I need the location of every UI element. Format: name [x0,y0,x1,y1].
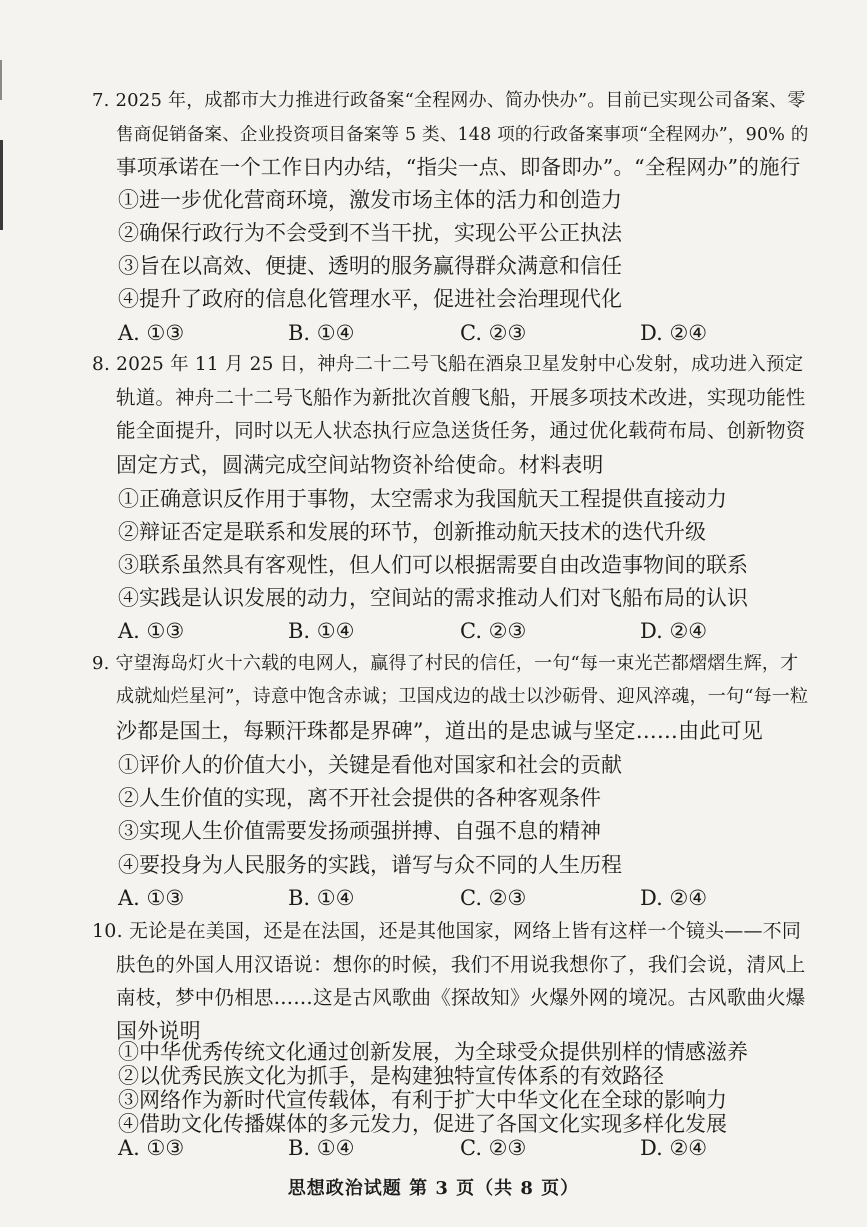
statement-option: ①进一步优化营商环境，激发市场主体的活力和创造力 [118,188,622,212]
question-stem-line: 10. 无论是在美国，还是在法国，还是其他国家，网络上皆有这样一个镜头——不同 [92,920,802,942]
question-stem-line: 沙都是国土，每颗汗珠都是界碑”，道出的是忠诚与坚定……由此可见 [116,719,763,743]
statement-option: ③旨在以高效、便捷、透明的服务赢得群众满意和信任 [118,254,622,278]
answer-choice-d: D. ②④ [640,886,708,910]
question-stem-line: 南枝，梦中仍相思……这是古风歌曲《探故知》火爆外网的境况。古风歌曲火爆 [116,986,806,1009]
answer-choice-b: B. ①④ [288,619,355,643]
page-footer: 思想政治试题 第 3 页（共 8 页） [287,1178,580,1199]
question-stem-line: 国外说明 [116,1019,201,1043]
question-stem-line: 固定方式，圆满完成空间站物资补给使命。材料表明 [116,453,604,477]
question-stem-line: 8. 2025 年 11 月 25 日，神舟二十二号飞船在酒泉卫星发射中心发射，成功进入预定 [92,354,804,375]
answer-choice-a: A. ①③ [118,886,185,910]
statement-option: ④实践是认识发展的动力，空间站的需求推动人们对飞船布局的认识 [118,586,748,610]
question-stem-line: 7. 2025 年，成都市大力推进行政备案“全程网办、简办快办”。目前已实现公司备案、零 [92,90,806,111]
answer-choice-a: A. ①③ [118,619,185,643]
statement-option: ④要投身为人民服务的实践，谱写与众不同的人生历程 [118,853,622,877]
question-stem-line: 9. 守望海岛灯火十六载的电网人，赢得了村民的信任，一句“每一束光芒都熠熠生辉，才 [92,653,799,674]
statement-option: ④借助文化传播媒体的多元发力，促进了各国文化实现多样化发展 [118,1112,727,1136]
question-stem-line: 能全面提升，同时以无人状态执行应急送货任务，通过优化载荷布局、创新物资 [116,419,806,442]
question-stem-line: 售商促销备案、企业投资项目备案等 5 类、148 项的行政备案事项“全程网办”，90% 的 [116,125,809,145]
scan-edge-mark [0,140,3,230]
answer-choice-d: D. ②④ [640,1136,708,1160]
answer-choice-c: C. ②③ [460,619,527,643]
answer-choice-d: D. ②④ [640,321,708,345]
statement-option: ③实现人生价值需要发扬顽强拼搏、自强不息的精神 [118,819,601,843]
statement-option: ②辩证否定是联系和发展的环节，创新推动航天技术的迭代升级 [118,520,706,544]
statement-option: ①评价人的价值大小，关键是看他对国家和社会的贡献 [118,753,622,777]
answer-choice-b: B. ①④ [288,886,355,910]
statement-option: ③联系虽然具有客观性，但人们可以根据需要自由改造事物间的联系 [118,553,748,577]
scan-edge-mark [0,60,2,100]
statement-option: ②确保行政行为不会受到不当干扰，实现公平公正执法 [118,221,622,245]
answer-choice-a: A. ①③ [118,321,185,345]
answer-choice-c: C. ②③ [460,321,527,345]
question-stem-line: 轨道。神舟二十二号飞船作为新批次首艘飞船，开展多项技术改进，实现功能性 [116,386,806,409]
answer-choice-b: B. ①④ [288,1136,355,1160]
statement-option: ④提升了政府的信息化管理水平，促进社会治理现代化 [118,287,622,311]
answer-choice-b: B. ①④ [288,321,355,345]
statement-option: ②以优秀民族文化为抓手，是构建独特宣传体系的有效路径 [118,1064,664,1088]
answer-choice-c: C. ②③ [460,886,527,910]
answer-choice-c: C. ②③ [460,1136,527,1160]
answer-choice-a: A. ①③ [118,1136,185,1160]
statement-option: ②人生价值的实现，离不开社会提供的各种客观条件 [118,786,601,810]
question-stem-line: 事项承诺在一个工作日内办结，“指尖一点、即备即办”。“全程网办”的施行 [116,155,801,179]
statement-option: ①正确意识反作用于事物，太空需求为我国航天工程提供直接动力 [118,487,727,511]
question-stem-line: 成就灿烂星河”，诗意中饱含赤诚；卫国戍边的战士以沙砺骨、迎风淬魂，一句“每一粒 [116,686,809,707]
statement-option: ①中华优秀传统文化通过创新发展，为全球受众提供别样的情感滋养 [118,1040,748,1064]
answer-choice-d: D. ②④ [640,619,708,643]
question-stem-line: 肤色的外国人用汉语说：想你的时候，我们不用说我想你了，我们会说，清风上 [116,953,806,976]
statement-option: ③网络作为新时代宣传载体，有利于扩大中华文化在全球的影响力 [118,1088,727,1112]
